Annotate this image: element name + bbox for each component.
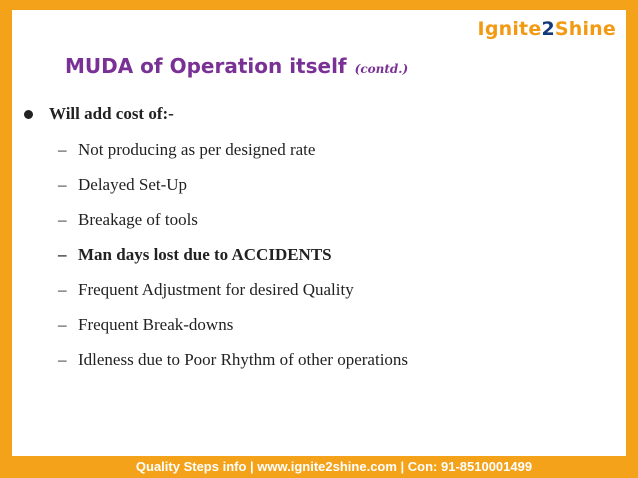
main-bullet-text: Will add cost of:- [49, 104, 174, 123]
sub-item [58, 141, 408, 176]
slide-title-suffix: (contd.) [354, 62, 409, 76]
dash-icon: – [58, 315, 67, 334]
sub-item-text: Idleness due to Poor Rhythm of other operations [78, 350, 409, 369]
logo-part-2: 2 [541, 18, 555, 40]
sub-item-text: Frequent Adjustment for desired Quality [78, 280, 354, 299]
sub-item [58, 211, 408, 246]
slide-title [65, 54, 408, 78]
sub-item-text: Not producing as per designed rate [78, 140, 316, 159]
main-bullet [24, 104, 174, 124]
sub-item [58, 246, 408, 281]
dash-icon: – [58, 350, 67, 369]
sub-item-text: Frequent Break-downs [78, 315, 234, 334]
sub-item-text: Breakage of tools [78, 210, 198, 229]
logo-part-1: Ignite [477, 18, 542, 40]
slide-title-main: MUDA of Operation itself [65, 54, 347, 78]
dash-icon: – [58, 175, 67, 194]
sub-item [58, 316, 408, 351]
bullet-dot-icon [24, 110, 33, 119]
sub-item-text: Delayed Set-Up [78, 175, 188, 194]
logo [478, 18, 616, 40]
sub-item [58, 281, 408, 316]
sub-item [58, 351, 408, 386]
logo-part-3: Shine [554, 18, 616, 40]
dash-icon: – [58, 140, 67, 159]
sub-item [58, 176, 408, 211]
dash-icon: – [58, 210, 67, 229]
sub-item-list [58, 141, 408, 386]
dash-icon: – [58, 280, 67, 299]
sub-item-text: Man days lost due to ACCIDENTS [78, 245, 332, 264]
footer-text: Quality Steps info | www.ignite2shine.com | Con: 91-8510001499 [135, 459, 533, 474]
dash-icon: – [58, 245, 67, 264]
